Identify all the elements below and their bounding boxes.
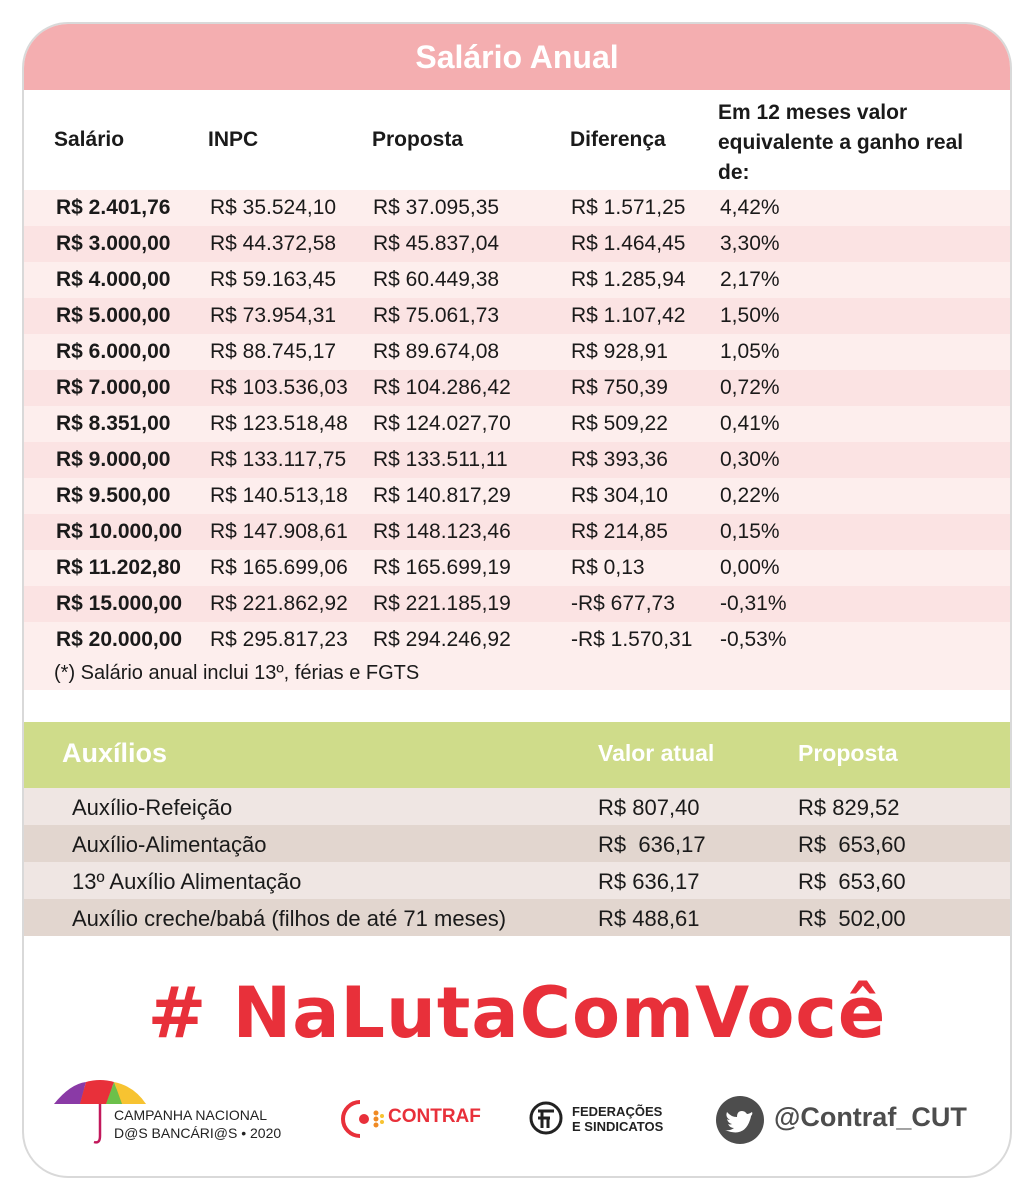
- cell-salario: R$ 15.000,00: [56, 592, 183, 615]
- salary-note-text: (*) Salário anual inclui 13º, férias e FGTS: [54, 662, 420, 684]
- cell-ganho: 1,50%: [720, 304, 780, 327]
- cell-inpc: R$ 59.163,45: [210, 268, 337, 291]
- cell-salario: R$ 9.000,00: [56, 448, 171, 471]
- cell-inpc: R$ 73.954,31: [210, 304, 337, 327]
- header-salario: Salário: [54, 128, 125, 151]
- aux-cell-name: 13º Auxílio Alimentação: [72, 869, 302, 894]
- cell-inpc: R$ 123.518,48: [210, 412, 348, 435]
- cell-proposta: R$ 60.449,38: [373, 268, 500, 291]
- aux-cell-name: Auxílio-Alimentação: [72, 832, 267, 857]
- cell-proposta: R$ 148.123,46: [373, 520, 511, 543]
- aux-cell-atual: R$ 636,17: [598, 832, 706, 857]
- cell-diferenca: -R$ 1.570,31: [571, 628, 693, 651]
- table-row: [24, 190, 1010, 226]
- aux-cell-proposta: R$ 502,00: [798, 906, 906, 931]
- aux-header-name: Auxílios: [62, 738, 168, 768]
- header-proposta: Proposta: [372, 128, 464, 151]
- cell-ganho: 0,00%: [720, 556, 780, 579]
- table-row: [24, 334, 1010, 370]
- cell-ganho: 0,72%: [720, 376, 780, 399]
- salary-note: [24, 658, 1010, 690]
- cell-diferenca: R$ 1.285,94: [571, 268, 686, 291]
- cell-proposta: R$ 104.286,42: [373, 376, 511, 399]
- table-row: [24, 586, 1010, 622]
- aux-cell-atual: R$ 807,40: [598, 795, 700, 820]
- table-row: [24, 514, 1010, 550]
- aux-cell-proposta: R$ 829,52: [798, 795, 900, 820]
- cell-salario: R$ 9.500,00: [56, 484, 171, 507]
- cell-ganho: 2,17%: [720, 268, 780, 291]
- aux-cell-name: Auxílio creche/babá (filhos de até 71 meses): [72, 906, 507, 931]
- cell-ganho: 0,22%: [720, 484, 780, 507]
- aux-row: [24, 862, 1010, 899]
- cell-proposta: R$ 37.095,35: [373, 196, 500, 219]
- cell-inpc: R$ 295.817,23: [210, 628, 348, 651]
- cell-ganho: 1,05%: [720, 340, 780, 363]
- table-row: [24, 478, 1010, 514]
- aux-cell-atual: R$ 488,61: [598, 906, 700, 931]
- table-row: [24, 442, 1010, 478]
- twitter-icon[interactable]: [716, 1096, 764, 1144]
- cell-diferenca: R$ 1.107,42: [571, 304, 686, 327]
- aux-header-proposta: Proposta: [798, 740, 898, 766]
- infographic-card: [22, 22, 1012, 1178]
- cell-diferenca: R$ 750,39: [571, 376, 668, 399]
- cell-salario: R$ 4.000,00: [56, 268, 171, 291]
- cell-inpc: R$ 133.117,75: [210, 448, 347, 471]
- cell-proposta: R$ 75.061,73: [373, 304, 500, 327]
- cell-inpc: R$ 88.745,17: [210, 340, 337, 363]
- table-row: [24, 262, 1010, 298]
- cell-diferenca: R$ 393,36: [571, 448, 668, 471]
- cell-diferenca: -R$ 677,73: [571, 592, 675, 615]
- header-inpc: INPC: [208, 128, 259, 151]
- table-row: [24, 550, 1010, 586]
- cell-proposta: R$ 45.837,04: [373, 232, 500, 255]
- aux-header-atual: Valor atual: [598, 740, 715, 766]
- aux-cell-proposta: R$ 653,60: [798, 832, 906, 857]
- footer: [24, 1066, 1010, 1166]
- cell-ganho: 0,15%: [720, 520, 780, 543]
- aux-cell-atual: R$ 636,17: [598, 869, 700, 894]
- header-ganho-real: Em 12 meses valor equivalente a ganho real de:: [718, 101, 964, 184]
- cell-ganho: 0,41%: [720, 412, 780, 435]
- cell-proposta: R$ 221.185,19: [373, 592, 511, 615]
- cell-ganho: -0,31%: [720, 592, 787, 615]
- twitter-bird-icon: [716, 1096, 764, 1144]
- cell-proposta: R$ 294.246,92: [373, 628, 511, 651]
- auxilios-header: [24, 722, 1010, 788]
- cell-proposta: R$ 165.699,19: [373, 556, 511, 579]
- federacoes-text: [572, 1104, 663, 1134]
- cell-salario: R$ 11.202,80: [56, 556, 181, 579]
- salary-title: Salário Anual: [24, 24, 1010, 90]
- cell-inpc: R$ 147.908,61: [210, 520, 348, 543]
- cell-salario: R$ 6.000,00: [56, 340, 171, 363]
- cell-ganho: 3,30%: [720, 232, 780, 255]
- cell-diferenca: R$ 509,22: [571, 412, 668, 435]
- aux-row: [24, 825, 1010, 862]
- aux-row: [24, 899, 1010, 936]
- federacoes-logo-icon: [528, 1100, 564, 1136]
- table-row: [24, 406, 1010, 442]
- federacoes-line2: E SINDICATOS: [572, 1119, 664, 1134]
- cell-inpc: R$ 140.513,18: [210, 484, 348, 507]
- federacoes-line1: FEDERAÇÕES: [572, 1104, 663, 1119]
- salary-table-body: [24, 190, 1010, 658]
- header-diferenca: Diferença: [570, 128, 666, 151]
- cell-salario: R$ 2.401,76: [56, 196, 171, 219]
- cell-diferenca: R$ 1.464,45: [571, 232, 686, 255]
- campanha-line2: D@S BANCÁRI@S • 2020: [114, 1125, 282, 1141]
- cell-proposta: R$ 124.027,70: [373, 412, 511, 435]
- campanha-line1: CAMPANHA NACIONAL: [114, 1107, 267, 1123]
- cell-salario: R$ 20.000,00: [56, 628, 183, 651]
- aux-cell-name: Auxílio-Refeição: [72, 795, 233, 820]
- twitter-handle[interactable]: @Contraf_CUT: [774, 1102, 967, 1132]
- cell-proposta: R$ 140.817,29: [373, 484, 511, 507]
- cell-salario: R$ 7.000,00: [56, 376, 171, 399]
- hashtag-title: # NaLutaComVocê: [147, 972, 887, 1054]
- cell-ganho: 0,30%: [720, 448, 780, 471]
- cell-diferenca: R$ 928,91: [571, 340, 668, 363]
- cell-diferenca: R$ 304,10: [571, 484, 668, 507]
- cell-salario: R$ 10.000,00: [56, 520, 183, 543]
- table-row: [24, 298, 1010, 334]
- cell-proposta: R$ 89.674,08: [373, 340, 500, 363]
- cell-diferenca: R$ 1.571,25: [571, 196, 686, 219]
- cell-inpc: R$ 165.699,06: [210, 556, 348, 579]
- cell-inpc: R$ 35.524,10: [210, 196, 337, 219]
- cell-inpc: R$ 44.372,58: [210, 232, 337, 255]
- campanha-text: [114, 1106, 281, 1142]
- cell-salario: R$ 8.351,00: [56, 412, 171, 435]
- cell-proposta: R$ 133.511,11: [373, 448, 508, 471]
- cell-ganho: 4,42%: [720, 196, 780, 219]
- cell-inpc: R$ 103.536,03: [210, 376, 348, 399]
- table-row: [24, 370, 1010, 406]
- table-row: [24, 622, 1010, 658]
- cell-salario: R$ 5.000,00: [56, 304, 171, 327]
- cell-salario: R$ 3.000,00: [56, 232, 171, 255]
- salary-table-header: [24, 92, 1010, 190]
- aux-cell-proposta: R$ 653,60: [798, 869, 906, 894]
- cell-diferenca: R$ 214,85: [571, 520, 668, 543]
- auxilios-table-body: [24, 788, 1010, 936]
- table-row: [24, 226, 1010, 262]
- contraf-label: CONTRAF: [388, 1106, 481, 1127]
- cell-inpc: R$ 221.862,92: [210, 592, 348, 615]
- cell-ganho: -0,53%: [720, 628, 787, 651]
- cell-diferenca: R$ 0,13: [571, 556, 645, 579]
- aux-row: [24, 788, 1010, 825]
